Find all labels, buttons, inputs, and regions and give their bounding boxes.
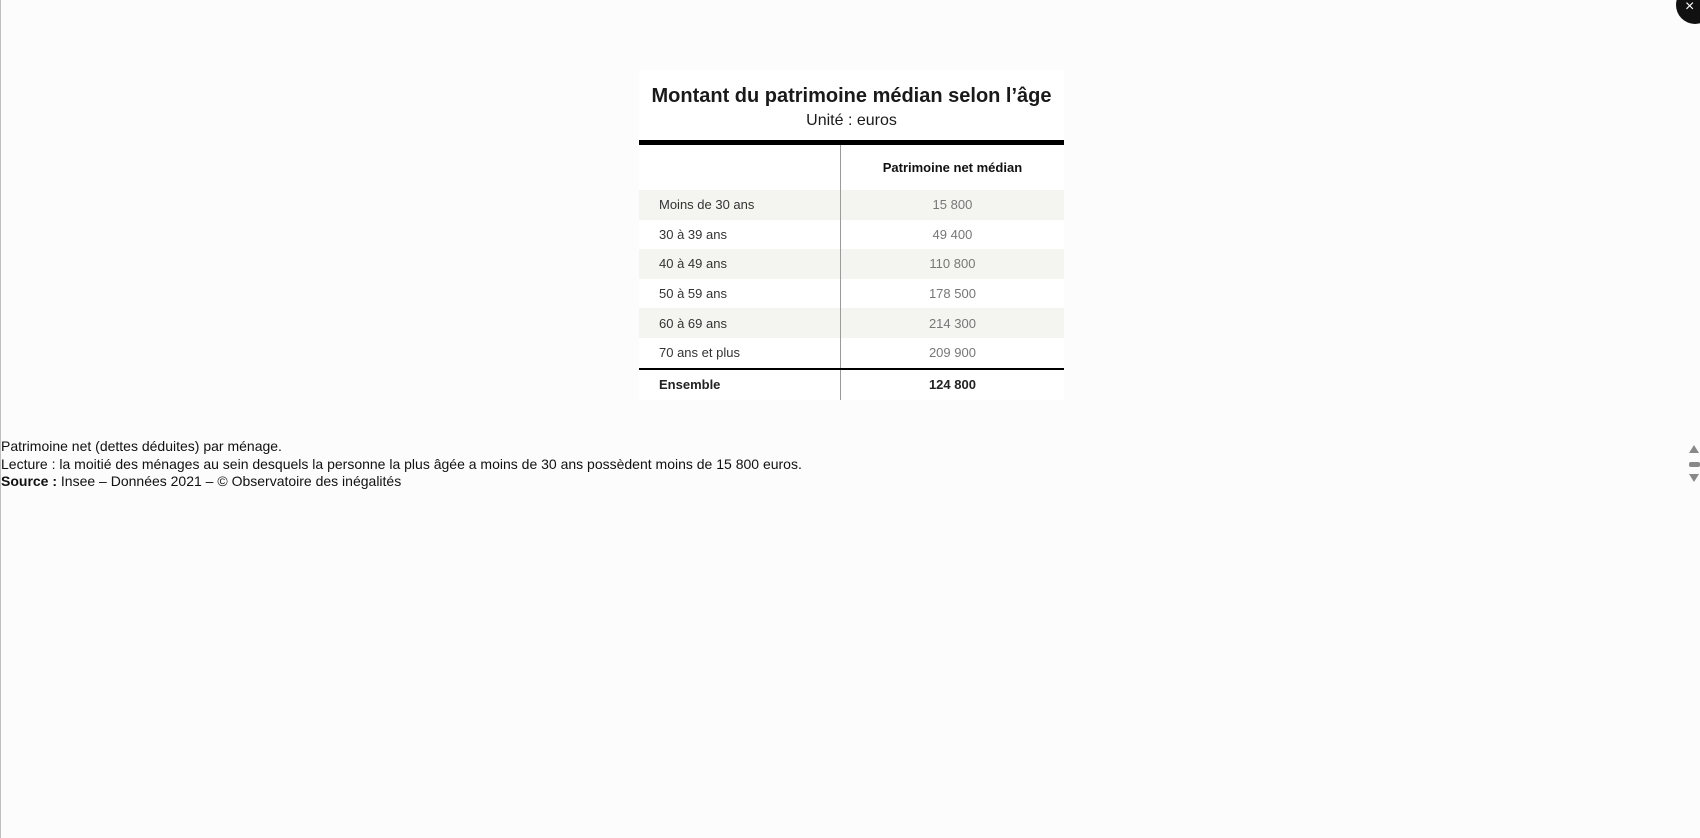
table-header-empty xyxy=(639,145,840,190)
row-value: 214 300 xyxy=(928,315,976,331)
row-label: 30 à 39 ans xyxy=(639,220,840,250)
row-value: 178 500 xyxy=(928,286,976,302)
total-value: 124 800 xyxy=(840,369,1064,400)
table-row xyxy=(639,338,1064,369)
window-left-border xyxy=(0,0,1,838)
total-label: Ensemble xyxy=(639,369,840,400)
scroll-control[interactable] xyxy=(1688,445,1700,485)
table-subtitle: Unité : euros xyxy=(806,112,897,129)
scroll-down-icon[interactable] xyxy=(1689,474,1699,482)
close-icon: × xyxy=(1685,0,1695,15)
table-row xyxy=(639,220,1064,250)
scroll-handle-icon[interactable] xyxy=(1689,462,1700,467)
source-text: Insee – Données 2021 – © Observatoire des inégalités xyxy=(57,473,402,489)
data-table-card xyxy=(639,70,1064,400)
table-total-row xyxy=(639,369,1064,400)
scroll-up-icon[interactable] xyxy=(1689,445,1699,453)
table-row xyxy=(639,249,1064,279)
data-table xyxy=(639,145,1064,400)
note-reading: Lecture : la moitié des ménages au sein desquels la personne la plus âgée a moins de 30 ans possèdent moins de 15 800 euros. xyxy=(1,455,802,472)
row-label: Moins de 30 ans xyxy=(639,190,840,220)
close-button[interactable] xyxy=(1676,0,1700,24)
row-label: 70 ans et plus xyxy=(639,338,840,369)
row-value: 110 800 xyxy=(929,256,976,272)
note-definition: Patrimoine net (dettes déduites) par ménage. xyxy=(1,438,282,454)
row-value: 209 900 xyxy=(928,345,976,361)
table-title: Montant du patrimoine médian selon l’âge xyxy=(651,85,1052,107)
source-label: Source : xyxy=(1,473,58,489)
table-row xyxy=(639,308,1064,338)
row-value: 15 800 xyxy=(932,197,973,213)
row-label: 50 à 59 ans xyxy=(639,279,840,309)
row-label: 40 à 49 ans xyxy=(639,249,840,279)
note-source xyxy=(1,473,802,491)
table-row xyxy=(639,279,1064,309)
table-row xyxy=(639,190,1064,220)
table-notes xyxy=(1,438,802,491)
row-value: 49 400 xyxy=(932,226,973,242)
column-header: Patrimoine net médian xyxy=(882,160,1023,175)
row-label: 60 à 69 ans xyxy=(639,308,840,338)
table-header-row xyxy=(639,145,1064,190)
